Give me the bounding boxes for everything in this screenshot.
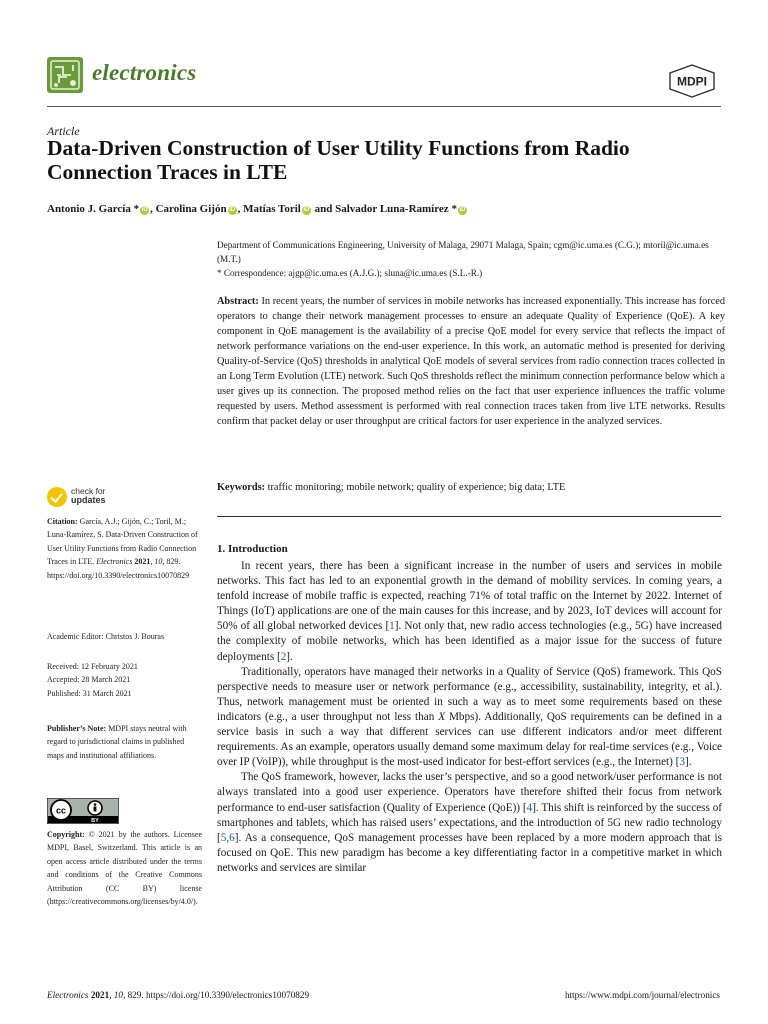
check-for-updates-badge[interactable] xyxy=(47,487,167,511)
footer-doi[interactable]: , 829. https://doi.org/10.3390/electronics10070829 xyxy=(122,990,310,1000)
section-heading: 1. Introduction xyxy=(217,543,288,555)
paragraph-text: ]. xyxy=(685,756,692,769)
citation-block: Citation: García, A.J.; Gijón, C.; Toril, M.; Luna-Ramírez, S. Data-Driven Construction of User Utility Functions from Radio Connection Traces in LTE. Electronics 2021, 10, 829. https://doi.org/10.3390/electronics10070829 xyxy=(47,517,198,580)
keywords-text: traffic monitoring; mobile network; quality of experience; big data; LTE xyxy=(267,482,566,493)
paragraph-text: ]. xyxy=(286,650,293,663)
paragraph-text: In recent years, there has been a significant increase in the number of users and services in mobile networks. This fact has led to an exponential growth in the demand of mobility services. In coming years, a tenfold increase of mobile traffic is expected, reaching 71% of total traffic on the Internet by 2022. Internet of Things (IoT) applications are one of the main causes for this increase, and by 2023, IoT devices will account for 50% of all global networked devices [ xyxy=(217,560,722,633)
check-updates-line2: updates xyxy=(71,495,106,505)
paragraph-text: ]. This shift is reinforced by the success of smartphones and tablets, which has raised users’ expectations, and the introduction of 5G new radio technology [ xyxy=(217,801,723,844)
accepted-date: Accepted: 28 March 2021 xyxy=(47,675,131,685)
journal-name: electronics xyxy=(92,60,197,85)
paragraph-text: The QoS framework, however, lacks the user’s perspective, and so a good network/user performance is not always translated into a good user experience. Operators have therefore shifted their focus from network performance to end-user satisfaction (Quality of Experience (QoE)) [ xyxy=(217,771,722,814)
header-divider xyxy=(47,106,721,107)
publisher-name: MDPI xyxy=(677,74,707,89)
citation-text: García, A.J.; Gijón, C.; Toril, M.; Luna-Ramírez, S. Data-Driven Construction of User Utility Functions from Radio Connection Traces in LTE. xyxy=(47,517,198,567)
copyright-label: Copyright: xyxy=(47,830,85,839)
paper-title: Data-Driven Construction of User Utility Functions from Radio Connection Traces in LTE xyxy=(47,136,630,184)
publishers-note-text: MDPI stays neutral with regard to jurisdictional claims in published maps and institutional affiliations. xyxy=(47,724,187,760)
paragraph-text: Mbps). Additionally, QoS requirements can be defined in a service basis in such a way that different services can use different indicators and/or meet different requirements. As an example, operators usually demand some maximum delay for real-time services (e.g., Voice over IP (VoIP)), while throughput is the most-used indicator for best-effort services (e.g., the Internet) [ xyxy=(217,710,722,769)
paragraph xyxy=(217,559,722,665)
check-updates-label xyxy=(71,487,106,505)
paragraph-text: ]. As a consequence, QoS management processes have been replaced by a more modern approach that is focused on QoE. This new paradigm has become a key differentiating factor in a competitive market in which networks and services are similar xyxy=(217,831,722,874)
author-mark: * xyxy=(448,203,457,215)
affiliation-text: Department of Communications Engineering, University of Malaga, 29071 Malaga, Spain; cgm@ic.uma.es (C.G.); mtoril@ic.uma.es (M.T.) xyxy=(217,240,709,264)
author-separator: , xyxy=(237,203,244,215)
abstract-label: Abstract: xyxy=(217,296,259,307)
footer-citation: Electronics 2021, 10, 829. https://doi.org/10.3390/electronics10070829 xyxy=(47,990,310,1000)
orcid-icon[interactable]: iD xyxy=(459,207,466,213)
keywords-label: Keywords: xyxy=(217,482,266,493)
author-separator: , xyxy=(150,203,156,215)
footer-journal: Electronics xyxy=(47,990,89,1000)
paragraph-text: ]. Not only that, new radio access technologies (e.g., 5G) have increased the complexity of mobile networks, which has been identified as a major issue for the success of future deployments [ xyxy=(217,620,722,663)
publishers-note-label: Publisher’s Note: xyxy=(47,724,107,733)
reference-link[interactable]: 3 xyxy=(679,756,685,769)
citation-doi[interactable]: , 829. https://doi.org/10.3390/electronics10070829 xyxy=(47,557,190,580)
cc-by-license-icon[interactable] xyxy=(47,798,119,824)
correspondence-text: * Correspondence: ajgp@ic.uma.es (A.J.G.); sluna@ic.uma.es (S.L.-R.) xyxy=(217,268,483,278)
article-type: Article xyxy=(47,124,80,138)
journal-logo-icon xyxy=(47,57,83,93)
citation-label: Citation: xyxy=(47,517,78,526)
author-list xyxy=(47,203,727,215)
mdpi-logo-icon xyxy=(668,64,716,98)
reference-link[interactable]: 2 xyxy=(280,650,287,663)
copyright-text: © 2021 by the authors. Licensee MDPI, Basel, Switzerland. This article is an open access article distributed under the terms and conditions of the Creative Commons Attribution (CC BY) license (https://creativecommons.org/licenses/by/4.0/). xyxy=(47,830,203,907)
keywords-divider xyxy=(217,516,721,517)
citation-journal: Electronics xyxy=(96,557,133,567)
paragraph xyxy=(217,665,722,771)
author-separator: and xyxy=(311,203,336,215)
reference-link[interactable]: 5,6 xyxy=(220,831,235,844)
copyright-notice xyxy=(47,828,202,908)
check-updates-icon xyxy=(47,487,67,507)
paragraph-variable: X xyxy=(438,710,446,723)
orcid-icon[interactable]: iD xyxy=(229,207,236,213)
author-name: Antonio J. García xyxy=(47,203,131,215)
published-date: Published: 31 March 2021 xyxy=(47,688,132,698)
paragraph-text: Traditionally, operators have managed their networks in a Quality of Service (QoS) framework. This QoS perspective needs to measure user or network performance (e.g., accessibility, sustainability, integrity, et al.). Thus, network management must be oriented in such a way as to meet some requirements based on these indicators (e.g., a user throughput not less than xyxy=(217,665,722,723)
paragraph xyxy=(217,770,722,876)
footer-journal-url[interactable]: https://www.mdpi.com/journal/electronics xyxy=(564,990,720,1000)
author-name: Carolina Gijón xyxy=(155,203,227,215)
footer-year: 2021 xyxy=(90,990,110,1000)
abstract xyxy=(217,294,725,429)
orcid-icon[interactable]: iD xyxy=(141,207,148,213)
author-mark: * xyxy=(130,203,140,215)
citation-year: 2021 xyxy=(134,557,151,567)
author-name: Matías Toril xyxy=(243,203,301,215)
academic-editor: Academic Editor: Christos J. Bouras xyxy=(47,632,165,641)
publication-dates xyxy=(47,660,202,700)
orcid-icon[interactable]: iD xyxy=(303,207,310,213)
affiliation-block xyxy=(217,238,727,280)
body-text xyxy=(217,559,722,876)
received-date: Received: 12 February 2021 xyxy=(47,662,138,671)
reference-link[interactable]: 4 xyxy=(526,801,533,814)
author-name: Salvador Luna-Ramírez xyxy=(335,203,449,215)
reference-link[interactable]: 1 xyxy=(389,620,395,633)
abstract-text: In recent years, the number of services in mobile networks has increased exponentially. This increase has forced operators to change their network management processes to ensure an adequate Quality of Experience (QoE). A key component in QoE management is the availability of a precise QoE model for every service that reflects the impact of network performance variations on the end-user experience. In this work, an automatic method is presented for deriving Quality-of-Service (QoS) thresholds in analytical QoE models of several services from radio connection traces collected in an Long Term Evolution (LTE) network. Such QoS thresholds reflect the minimum connection performance below which a user gives up its connection. The proposed method relies on the fact that user experience influences the traffic volume requested by users. Method assessment is performed with real connection traces taken from live LTE networks. Results confirm that packet delay or user throughput are critical factors for user experience in the analyzed services. xyxy=(217,296,725,428)
citation-volume: 10 xyxy=(154,557,163,567)
publishers-note xyxy=(47,722,202,762)
check-updates-line1: check for xyxy=(71,486,106,496)
svg-text:cc: cc xyxy=(55,805,67,816)
cc-by-label: BY xyxy=(91,818,99,824)
footer-volume: 10 xyxy=(113,990,123,1000)
keywords xyxy=(217,482,725,493)
